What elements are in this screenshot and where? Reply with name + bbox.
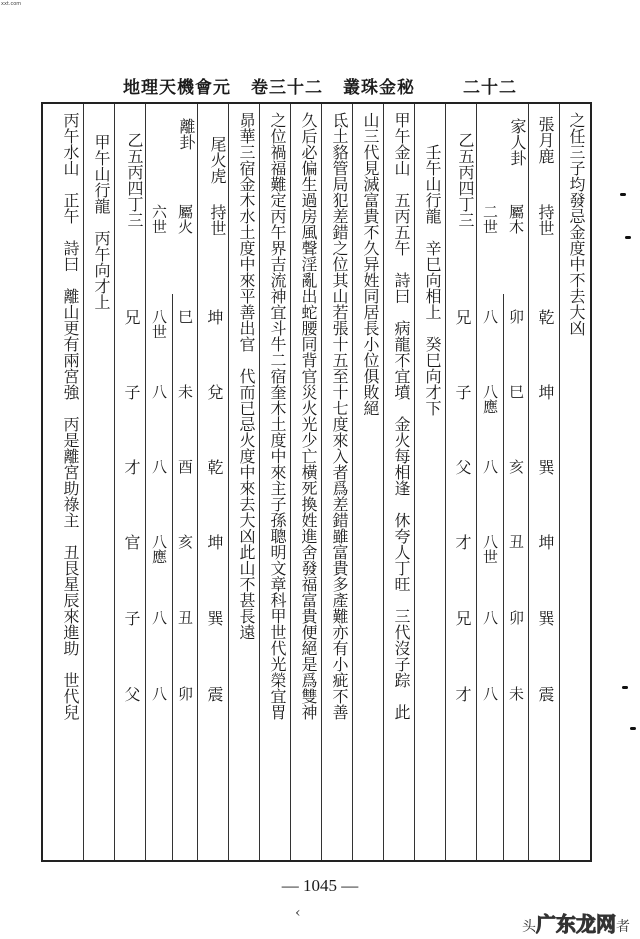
watermark-text: 广东龙网 [536, 912, 616, 936]
branch-label: 巳 [176, 309, 194, 324]
line-label: 八世 [481, 534, 499, 564]
text-column: 昴華三宿金木水土度中來平善出官 代而已忌火度中來去大凶此山不甚長遠 [228, 104, 259, 860]
relation-table-column [114, 104, 145, 860]
branch-label: 卯 [507, 309, 525, 324]
table-cell: 乙五丙四丁三 [456, 132, 475, 228]
hexagram-attribute: 屬木 [507, 204, 525, 234]
binding-hole-mark [630, 727, 636, 730]
text-column: 之任三子均發忌金度中不去大凶 [559, 104, 590, 860]
volume-label: 卷三十二 [251, 77, 323, 98]
hexagram-column-jiaren [476, 104, 528, 860]
line-label: 八 [150, 686, 168, 701]
binding-hole-mark [625, 236, 631, 239]
table-cell: 子 [122, 610, 141, 626]
line-label: 八 [150, 610, 168, 625]
table-cell: 坤 [536, 534, 555, 550]
table-cell: 兌 [205, 384, 224, 400]
table-cell: 父 [453, 459, 472, 475]
table-cell: 巽 [205, 610, 224, 626]
page-number: — 1045 — [281, 876, 359, 895]
table-cell: 子 [453, 384, 472, 400]
hexagram-title: 家人卦 [508, 118, 527, 166]
table-cell: 子 [122, 384, 141, 400]
table-cell: 官 [122, 534, 141, 550]
watermark-suffix: 者 [616, 919, 630, 935]
text-column: 久后必偏生過房風聲淫亂出蛇腰同背官災火光少亡橫死換姓進舍發福富貴便絕是爲雙神 [290, 104, 321, 860]
branch-label: 丑 [176, 610, 194, 625]
table-cell: 坤 [205, 534, 224, 550]
line-label: 八 [481, 686, 499, 701]
table-cell: 持世 [536, 204, 555, 236]
hexagram-column-li [145, 104, 197, 860]
scan-mark: ‹ [295, 905, 301, 921]
text-grid [41, 102, 592, 862]
table-cell: 乾 [205, 459, 224, 475]
table-cell: 持世 [208, 204, 227, 236]
relation-table-column [445, 104, 476, 860]
table-cell: 乾 [536, 309, 555, 325]
table-cell: 兄 [453, 309, 472, 325]
page-header [0, 70, 640, 100]
table-cell: 巽 [536, 610, 555, 626]
text-column: 山三代見滅富貴不久异姓同居長小位俱敗絕 [352, 104, 383, 860]
table-cell: 父 [122, 686, 141, 702]
table-cell: 兄 [453, 610, 472, 626]
star-table-column [197, 104, 228, 860]
table-cell: 坤 [205, 309, 224, 325]
star-table-column [528, 104, 559, 860]
line-label: 八世 [150, 309, 168, 339]
text-column: 甲午山行龍 丙午向才上 [83, 104, 114, 860]
table-cell: 震 [205, 686, 224, 702]
text-column: 丙午水山 正午 詩曰 離山更有兩宮強 丙是離宮助祿主 丑艮星辰來進助 世代兒 [61, 112, 80, 720]
hexagram-attribute: 屬火 [176, 204, 194, 234]
table-cell: 尾火虎 [208, 136, 227, 184]
text-column: 壬午山行龍 辛巳向相上 癸巳向才下 [414, 104, 445, 860]
line-label: 二世 [481, 204, 499, 234]
table-cell: 兄 [122, 309, 141, 325]
binding-hole-mark [620, 193, 626, 196]
branch-label: 酉 [176, 459, 194, 474]
watermark-prefix: 头 [522, 919, 536, 935]
site-watermark-top: xxt.com [1, 1, 22, 7]
line-label: 八 [481, 459, 499, 474]
branch-label: 未 [507, 686, 525, 701]
text-column: 甲午金山 五丙五午 詩曰 病龍不宜墳 金火每相逢 休夸人丁旺 三代沒子踪 此 [383, 104, 414, 860]
branch-label: 丑 [507, 534, 525, 549]
column-divider [503, 294, 504, 860]
line-label: 八 [481, 309, 499, 324]
site-watermark-bottom [522, 908, 630, 937]
book-title: 地理天機會元 [123, 77, 231, 98]
branch-label: 未 [176, 384, 194, 399]
table-cell: 才 [122, 459, 141, 475]
line-label: 八應 [150, 534, 168, 564]
table-cell: 坤 [536, 384, 555, 400]
hexagram-title: 離卦 [177, 118, 196, 150]
branch-label: 巳 [507, 384, 525, 399]
line-label: 八 [150, 384, 168, 399]
table-cell: 巽 [536, 459, 555, 475]
table-cell: 才 [453, 686, 472, 702]
table-cell: 才 [453, 534, 472, 550]
table-cell: 張月鹿 [536, 116, 555, 164]
branch-label: 亥 [176, 534, 194, 549]
section-title: 叢珠金秘 [343, 77, 415, 98]
column-divider [172, 294, 173, 860]
branch-label: 卯 [507, 610, 525, 625]
table-cell: 乙五丙四丁三 [125, 132, 144, 228]
branch-label: 亥 [507, 459, 525, 474]
text-column: 氐土貉管局犯差錯之位其山若張十五至十七度來入者爲差錯雖富貴多產難亦有小疵不善 [321, 104, 352, 860]
leaf-number: 二十二 [463, 77, 517, 98]
branch-label: 卯 [176, 686, 194, 701]
line-label: 六世 [150, 204, 168, 234]
line-label: 八 [150, 459, 168, 474]
table-cell: 震 [536, 686, 555, 702]
line-label: 八應 [481, 384, 499, 414]
text-column: 之位禍福難定丙午界吉流神宜斗牛二宿奎木土度中來主子孫聰明文章科甲世代光榮宜胃 [259, 104, 290, 860]
binding-hole-mark [622, 686, 628, 689]
line-label: 八 [481, 610, 499, 625]
